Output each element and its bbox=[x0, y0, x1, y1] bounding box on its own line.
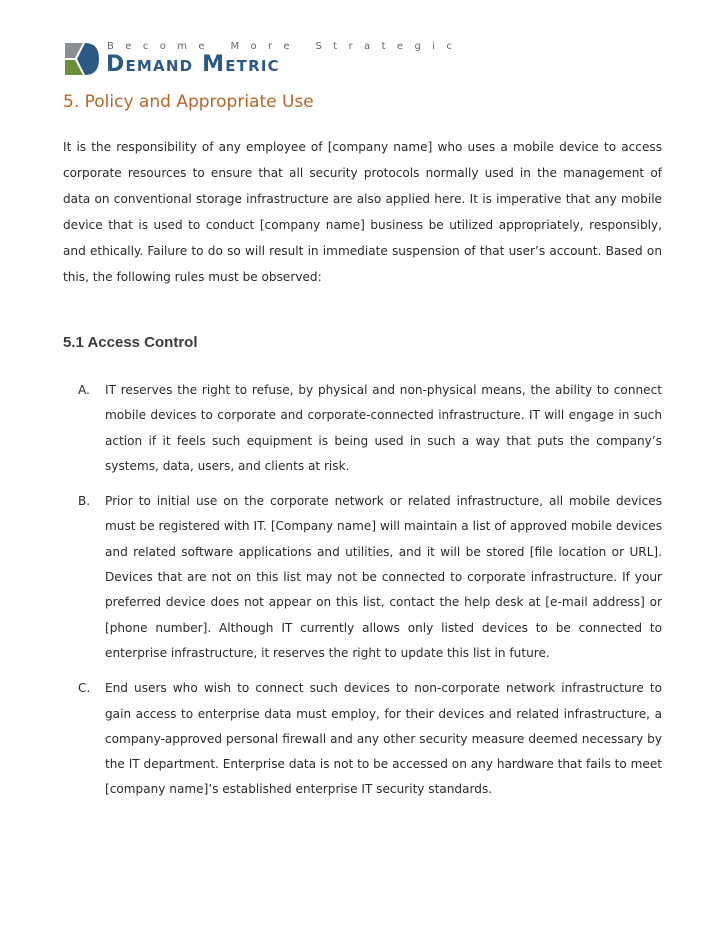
intro-paragraph: It is the responsibility of any employee of [company name] who uses a mobile device to access corporate resources to ensure that all security protocols normally used in the management of data on conventional storage infrastructure are also applied here. It is imperative that any mobile device that is used to conduct [company name] business be utilized appropriately, responsibly, and ethically. Failure to do so will result in immediate suspension of that user’s account. Based on this, the following rules must be observed: bbox=[63, 140, 662, 284]
list-item bbox=[78, 489, 662, 666]
logo-mark-icon bbox=[63, 41, 99, 77]
logo-tagline: Become More Strategic bbox=[107, 41, 464, 52]
list-item-text: End users who wish to connect such devices to non-corporate network infrastructure to gain access to enterprise data must employ, for their devices and related infrastructure, a company-approved personal firewall and any other security measure deemed necessary by the IT department. Enterprise data is not to be accessed on any hardware that fails to meet [company name]’s established enterprise IT security standards. bbox=[105, 681, 662, 797]
list-marker: B. bbox=[78, 494, 91, 509]
list-item bbox=[78, 378, 662, 479]
list-marker: C. bbox=[78, 681, 91, 696]
access-control-list bbox=[78, 378, 662, 813]
logo-wordmark: Demand Metric bbox=[106, 52, 280, 77]
subsection-title: 5.1 Access Control bbox=[63, 334, 198, 351]
list-marker: A. bbox=[78, 383, 90, 397]
section-title: 5. Policy and Appropriate Use bbox=[63, 92, 314, 112]
demand-metric-logo bbox=[63, 41, 464, 77]
list-item-text: Prior to initial use on the corporate network or related infrastructure, all mobile devices must be registered with IT. [Company name] will maintain a list of approved mobile devices and related software applications and utilities, and it will be stored [file location or URL]. Devices that are not on this list may not be connected to corporate infrastructure. If your preferred device does not appear on this list, contact the help desk at [e-mail address] or [phone number]. Although IT currently allows only listed devices to be connected to enterprise infrastructure, it reserves the right to update this list in future. bbox=[105, 494, 662, 660]
list-item bbox=[78, 676, 662, 802]
list-item-text: IT reserves the right to refuse, by physical and non-physical means, the ability to connect mobile devices to corporate and corporate-connected infrastructure. IT will engage in such action if it feels such equipment is being used in such a way that puts the company’s systems, data, users, and clients at risk. bbox=[105, 383, 662, 473]
